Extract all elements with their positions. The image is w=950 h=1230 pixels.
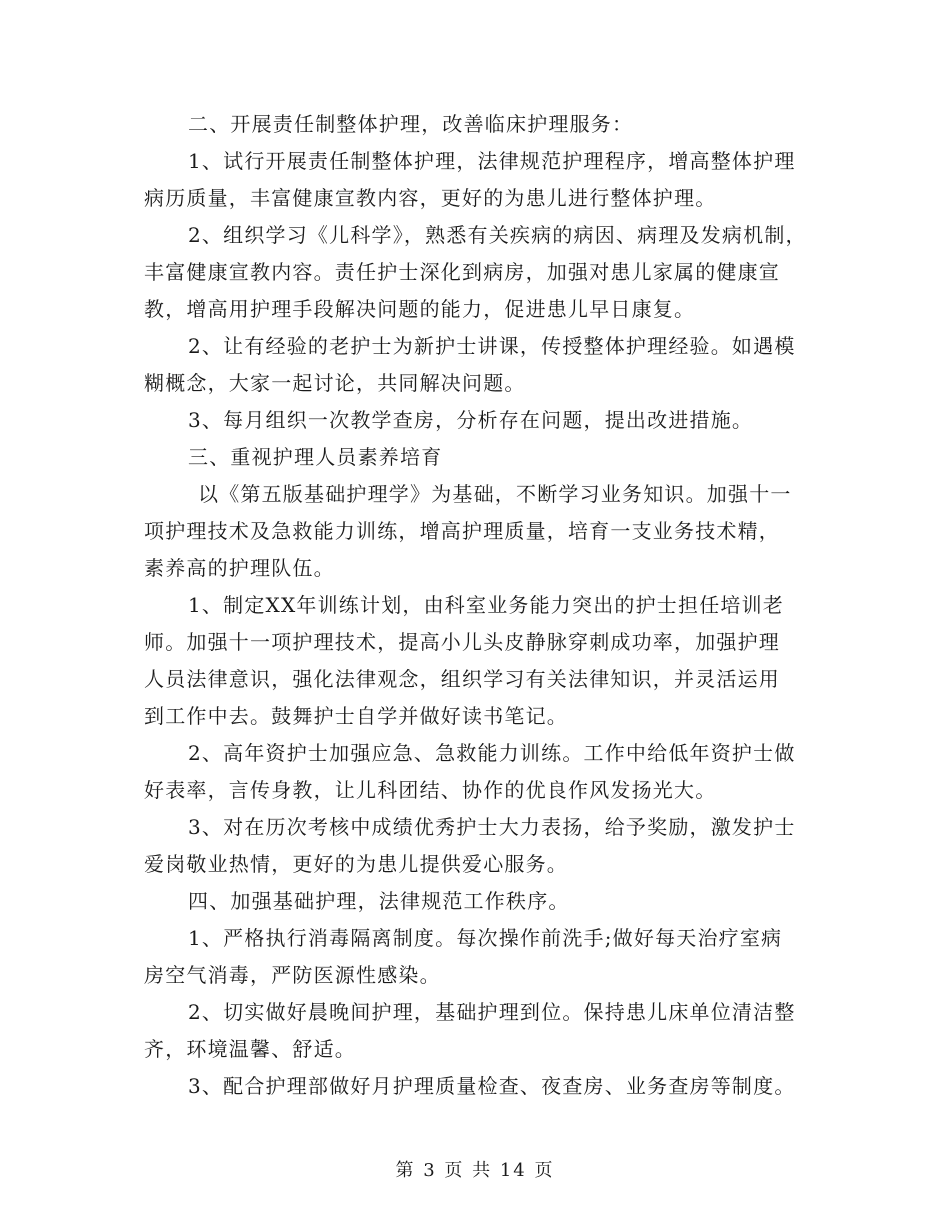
text-line: 2、高年资护士加强应急、急救能力训练。工作中给低年资护士做 — [188, 741, 796, 765]
text-line: 齐，环境温馨、舒适。 — [144, 1037, 356, 1061]
text-line: 房空气消毒，严防医源性感染。 — [144, 963, 441, 987]
text-line: 好表率，言传身教，让儿科团结、协作的优良作风发扬光大。 — [144, 778, 717, 802]
text-line: 素养高的护理队伍。 — [144, 556, 335, 580]
text-line: 1、试行开展责任制整体护理，法律规范护理程序，增高整体护理 — [188, 149, 796, 173]
text-line: 二、开展责任制整体护理，改善临床护理服务： — [188, 112, 634, 136]
text-line: 2、切实做好晨晚间护理，基础护理到位。保持患儿床单位清洁整 — [188, 1000, 796, 1024]
text-line: 以《第五版基础护理学》为基础，不断学习业务知识。加强十一 — [198, 482, 792, 506]
text-line: 师。加强十一项护理技术，提高小儿头皮静脉穿刺成功率，加强护理 — [144, 630, 780, 654]
text-line: 丰富健康宣教内容。责任护士深化到病房，加强对患儿家属的健康宣 — [144, 260, 780, 284]
text-line: 1、严格执行消毒隔离制度。每次操作前洗手;做好每天治疗室病 — [188, 926, 783, 950]
text-line: 四、加强基础护理，法律规范工作秩序。 — [188, 889, 570, 913]
text-line: 3、每月组织一次教学查房，分析存在问题，提出改进措施。 — [188, 408, 754, 432]
text-line: 糊概念，大家一起讨论，共同解决问题。 — [144, 371, 526, 395]
text-line: 1、制定XX年训练计划，由科室业务能力突出的护士担任培训老 — [188, 593, 785, 617]
text-line: 项护理技术及急救能力训练，增高护理质量，培育一支业务技术精， — [144, 519, 780, 543]
text-line: 人员法律意识，强化法律观念，组织学习有关法律知识，并灵活运用 — [144, 667, 780, 691]
text-line: 3、对在历次考核中成绩优秀护士大力表扬，给予奖励，激发护士 — [188, 815, 796, 839]
text-line: 2、组织学习《儿科学》，熟悉有关疾病的病因、病理及发病机制， — [188, 223, 807, 247]
text-line: 爱岗敬业热情，更好的为患儿提供爱心服务。 — [144, 852, 568, 876]
text-line: 2、让有经验的老护士为新护士讲课，传授整体护理经验。如遇模 — [188, 334, 796, 358]
text-line: 教，增高用护理手段解决问题的能力，促进患儿早日康复。 — [144, 297, 696, 321]
text-line: 3、配合护理部做好月护理质量检查、夜查房、业务查房等制度。 — [188, 1074, 796, 1098]
document-body — [144, 108, 824, 1107]
text-line: 到工作中去。鼓舞护士自学并做好读书笔记。 — [144, 704, 568, 728]
page-footer: 第 3 页 共 14 页 — [395, 1160, 555, 1181]
text-line: 三、重视护理人员素养培育 — [188, 445, 443, 469]
text-line: 病历质量，丰富健康宣教内容，更好的为患儿进行整体护理。 — [144, 186, 717, 210]
